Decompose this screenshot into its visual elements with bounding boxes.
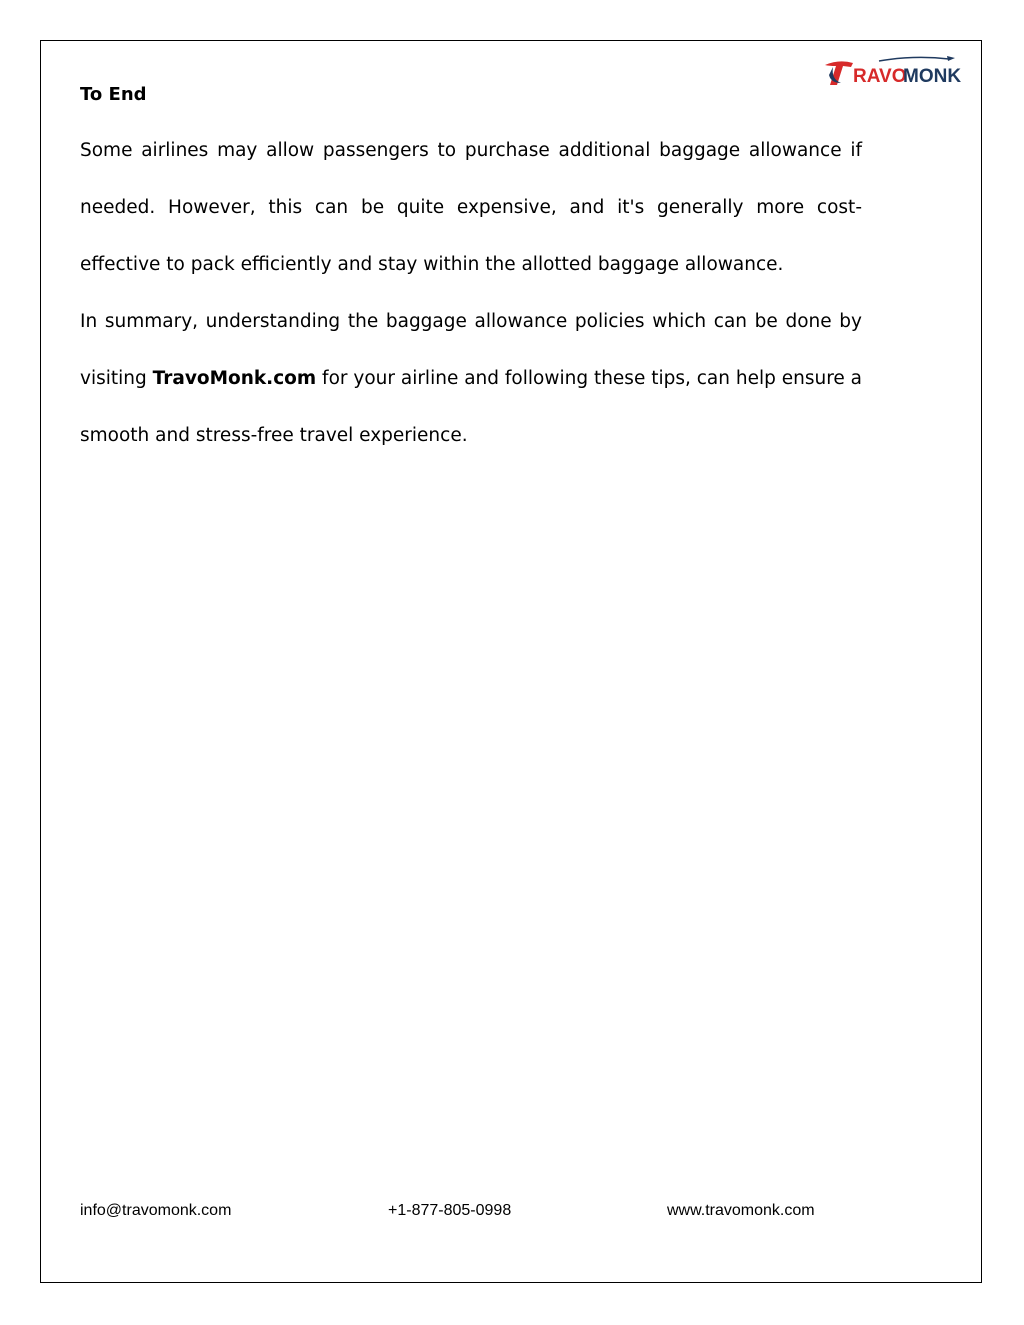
logo-text-dark: MONK	[903, 66, 962, 87]
section-heading: To End	[80, 84, 147, 105]
footer-email[interactable]: info@travomonk.com	[80, 1202, 232, 1219]
brand-name: TravoMonk.com	[152, 368, 317, 389]
summary-text-end: for your airline and following these tips, can help ensure a smooth and stress-free travel experience.	[80, 368, 862, 446]
footer-website[interactable]: www.travomonk.com	[667, 1202, 815, 1219]
page-footer	[80, 1202, 840, 1226]
logo-text-red: RAVO	[853, 66, 907, 87]
document-body	[80, 80, 862, 464]
footer-phone[interactable]: +1-877-805-0998	[388, 1202, 512, 1219]
paragraph-additional-allowance: Some airlines may allow passengers to purchase additional baggage allowance if needed. However, this can be quite expensive, and it's generally more cost-effective to pack efficiently and stay within the allotted baggage allowance.	[80, 140, 862, 275]
paragraph-summary	[80, 293, 862, 464]
summary-text-start: In summary, understanding the baggage allowance policies which can be done by visiting	[80, 311, 862, 389]
